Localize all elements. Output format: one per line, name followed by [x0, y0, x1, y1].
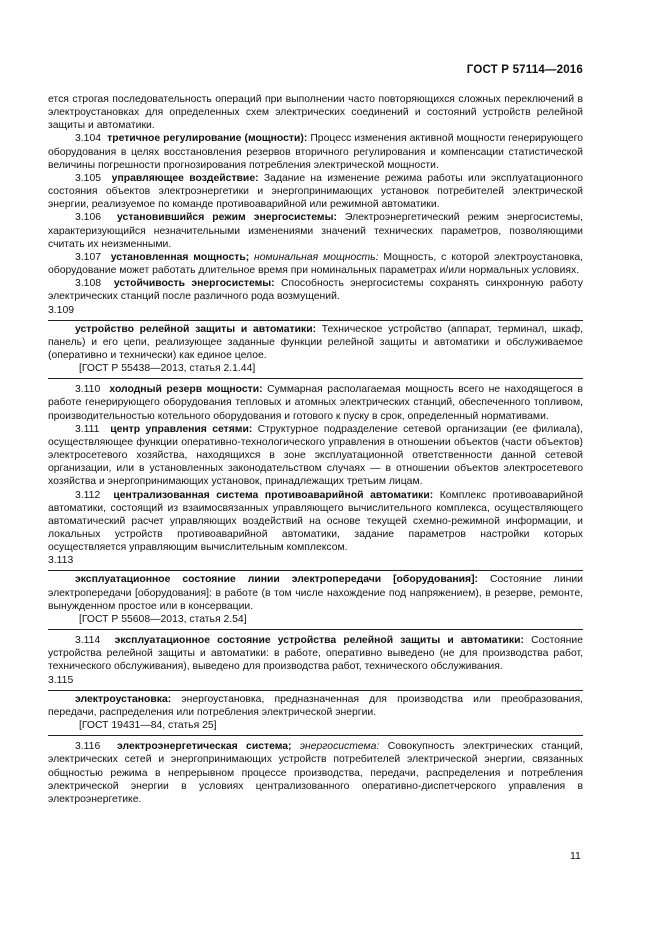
entry-3-115-number: 3.115 [48, 674, 74, 686]
continued-paragraph: ется строгая последовательность операций при выполнении часто повторяющихся сложных переключений в электроустановках для определенных схем электрических соединений и состояний устройств релейной защиты и автоматики. [48, 94, 583, 132]
entry-3-109-box [48, 320, 583, 380]
entry-3-109-number: 3.109 [48, 304, 75, 316]
entry-3-114: 3.114 эксплуатационное состояние устройства релейной защиты и автоматики: Состояние устройства релейной защиты и автоматики: в работе, оперативно выведено (не для производства работ, технического обслуживания), выведено для производства работ, технического обслуживания. [48, 635, 584, 673]
entry-3-116: 3.116 электроэнергетическая система; энергосистема: Совокупность электрических станций, электрических сетей и энергопринимающих устройств потребителей электрической энергии, связанных общностью режима в непрерывном процессе производства, передачи, распределения и потребления электрической энергии в условиях централизованного оперативно-диспетчерского управления в электроэнергетике. [48, 741, 584, 805]
source-reference: [ГОСТ 19431—84, статья 25] [79, 720, 217, 732]
entry-3-113: эксплуатационное состояние линии электропередачи [оборудования]: Состояние линии электропередачи [оборудования]: в работе (в том числе нахождение под напряжением), в резерве, ремонте, вынужденном простое или в консервации. [48, 574, 583, 612]
term: централизованная система противоаварийной автоматики: [113, 489, 434, 501]
alt-term: номинальная мощность: [249, 251, 379, 263]
entry-3-113-box [48, 570, 583, 630]
page-number: 11 [570, 850, 581, 862]
term: эксплуатационное состояние устройства релейной защиты и автоматики: [114, 635, 524, 647]
alt-term: энергосистема: [291, 741, 380, 753]
term: установленная мощность; [110, 251, 250, 263]
entry-3-115: электроустановка: энергоустановка, предназначенная для производства или преобразования, передачи, распределения или потребления электрической энергии. [48, 693, 583, 718]
term: холодный резерв мощности: [109, 384, 263, 396]
entry-3-110: 3.110 холодный резерв мощности: Суммарная располагаемая мощность всего не находящегося в работе генерирующего оборудования тепловых и атомных электрических станций, обеспеченного топливом, производительностью котельного оборудования и готового к пуску в срок, определенный нормативами. [48, 384, 583, 422]
term: устойчивость энергосистемы: [113, 278, 275, 290]
entry-3-113-number: 3.113 [48, 555, 74, 567]
source-reference: [ГОСТ Р 55608—2013, статья 2.54] [79, 613, 247, 625]
entry-3-105: 3.105 управляющее воздействие: Задание на изменение режима работы или эксплуатационного состояния объектов электроэнергетики и энергопринимающих установок потребителей электрической энергии, реализуемое по команде противоаварийной или режимной автоматики. [48, 172, 583, 211]
term: электроустановка: [75, 693, 172, 705]
entry-3-112: 3.112 централизованная система противоаварийной автоматики: Комплекс противоаварийной автоматики, состоящий из взаимосвязанных управляющего вычислительного комплекса, осуществляющего автоматический расчет управляющих воздействий на основе текущей схемно-режимной информации, и локальных устройств противоаварийной автоматики, задание параметров настройки которых осуществляется управляющим вычислительным комплексом. [48, 489, 583, 554]
standard-header: ГОСТ Р 57114—2016 [466, 64, 583, 76]
entry-3-115-box [48, 690, 583, 736]
entry-3-106: 3.106 установившийся режим энергосистемы: Электроэнергетический режим энергосистемы, характеризующийся незначительными изменениями значений технических параметров, позволяющими считать их неизменными. [48, 212, 583, 250]
term: эксплуатационное состояние линии электропередачи [оборудования]: [75, 574, 479, 586]
entry-3-111: 3.111 центр управления сетями: Структурное подразделение сетевой организации (ее филиала), осуществляющее функции оперативно-технологического управления в отношении объектов (части объектов) электросетевого хозяйства, находящихся в зоне эксплуатационной ответственности данной сетевой организации, или в установленных законодательством случаях — в отношении объектов электросетевого хозяйства и энергопринимающих установок, принадлежащих третьим лицам. [48, 423, 583, 488]
term: электроэнергетическая система; [117, 741, 292, 753]
term: третичное регулирование (мощности): [107, 133, 308, 145]
entry-3-104: 3.104 третичное регулирование (мощности): Процесс изменения активной мощности генерирующего оборудования в целях восстановления резервов вторичного регулирования и компенсации статистической величины погрешности прогнозирования потребления электрической мощности. [48, 133, 584, 171]
entry-3-109: устройство релейной защиты и автоматики: Техническое устройство (аппарат, терминал, шкаф, панель) и его цепи, реализующее заданные функции релейной защиты и автоматики и обслуживаемое (оперативно и технически) как единое целое. [48, 323, 583, 361]
term: центр управления сетями: [110, 423, 253, 435]
term: управляющее воздействие: [111, 172, 259, 184]
source-reference: [ГОСТ Р 55438—2013, статья 2.1.44] [79, 363, 256, 375]
term: устройство релейной защиты и автоматики: [75, 323, 317, 335]
entry-3-108: 3.108 устойчивость энергосистемы: Способность энергосистемы сохранять синхронную работу электрических станций после различного рода возмущений. [48, 278, 583, 303]
entry-3-107: 3.107 установленная мощность; номинальная мощность: Мощность, с которой электроустановка, оборудование может работать длительное время при номинальных параметрах и/или нормальных условиях. [48, 251, 584, 277]
document-body [48, 93, 583, 806]
term: установившийся режим энергосистемы: [117, 212, 337, 224]
